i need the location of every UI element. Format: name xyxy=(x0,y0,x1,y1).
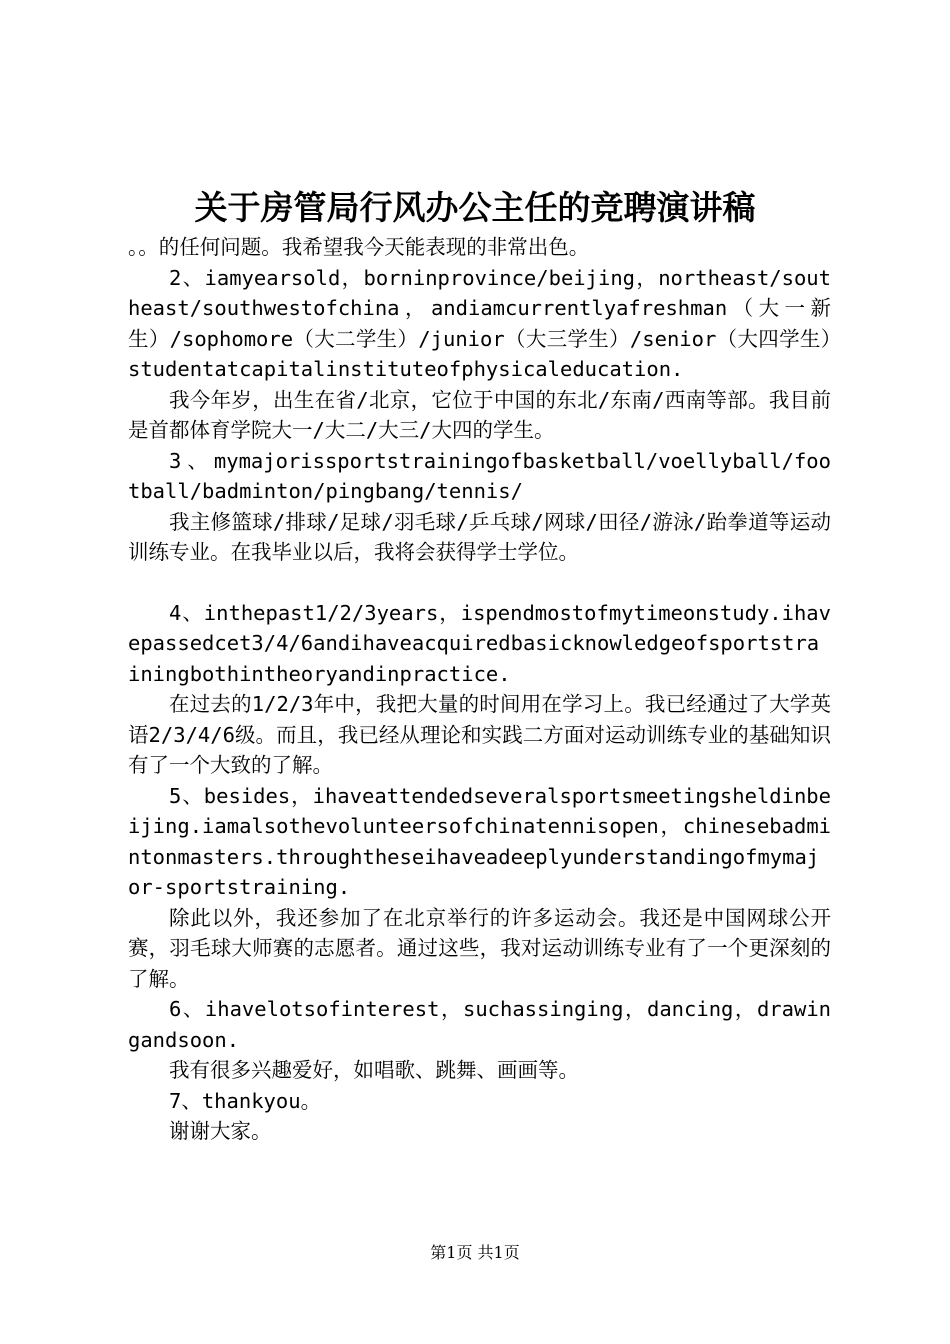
paragraph: 我有很多兴趣爱好，如唱歌、跳舞、画画等。 xyxy=(169,1058,579,1082)
page-footer: 第1页 共1页 xyxy=(430,1243,520,1262)
paragraph: 5、besides，ihaveattendedseveralsportsmeetingsheldinbeijing.iamalsothevolunteersofchinatennisopen，chinesebadmintonmasters.throughtheseihaveadeeplyunderstandingofmymajor-sportstraining. xyxy=(128,783,831,899)
document-body xyxy=(128,232,831,1147)
paragraph: 4、inthepast1/2/3years，ispendmostofmytimeonstudy.ihavepassedcet3/4/6andihaveacquiredbasicknowledgeofsportstrainingbothintheoryandinpractice. xyxy=(128,600,831,686)
paragraph: 在过去的1/2/3年中，我把大量的时间用在学习上。我已经通过了大学英语2/3/4/6级。而且，我已经从理论和实践二方面对运动训练专业的基础知识有了一个大致的了解。 xyxy=(128,692,831,777)
paragraph: 谢谢大家。 xyxy=(169,1119,272,1143)
document-title: 关于房管局行风办公主任的竞聘演讲稿 xyxy=(194,188,756,227)
paragraph: 2、iamyearsold，borninprovince/beijing，northeast/southeast/southwestofchina，andiamcurrentlyafreshman（大一新生）/sophomore（大二学生）/junior（大三学生）/senior（大四学生）studentatcapitalinstituteofphysicaleducation. xyxy=(128,265,831,381)
paragraph: 7、thankyou。 xyxy=(169,1088,322,1113)
paragraph: 我主修篮球/排球/足球/羽毛球/乒乓球/网球/田径/游泳/跆拳道等运动训练专业。在我毕业以后，我将会获得学士学位。 xyxy=(128,509,831,564)
paragraph: 6、ihavelotsofinterest，suchassinging，dancing，drawingandsoon. xyxy=(128,997,831,1052)
paragraph: 3、mymajorissportstrainingofbasketball/voellyball/football/badminton/pingbang/tennis/ xyxy=(128,448,831,503)
paragraph-spacer xyxy=(128,568,831,598)
paragraph: 。。的任何问题。我希望我今天能表现的非常出色。 xyxy=(128,235,590,259)
paragraph: 除此以外，我还参加了在北京举行的许多运动会。我还是中国网球公开赛，羽毛球大师赛的志愿者。通过这些，我对运动训练专业有了一个更深刻的了解。 xyxy=(128,905,831,991)
paragraph: 我今年岁，出生在省/北京，它位于中国的东北/东南/西南等部。我目前是首都体育学院大一/大二/大三/大四的学生。 xyxy=(128,387,831,442)
